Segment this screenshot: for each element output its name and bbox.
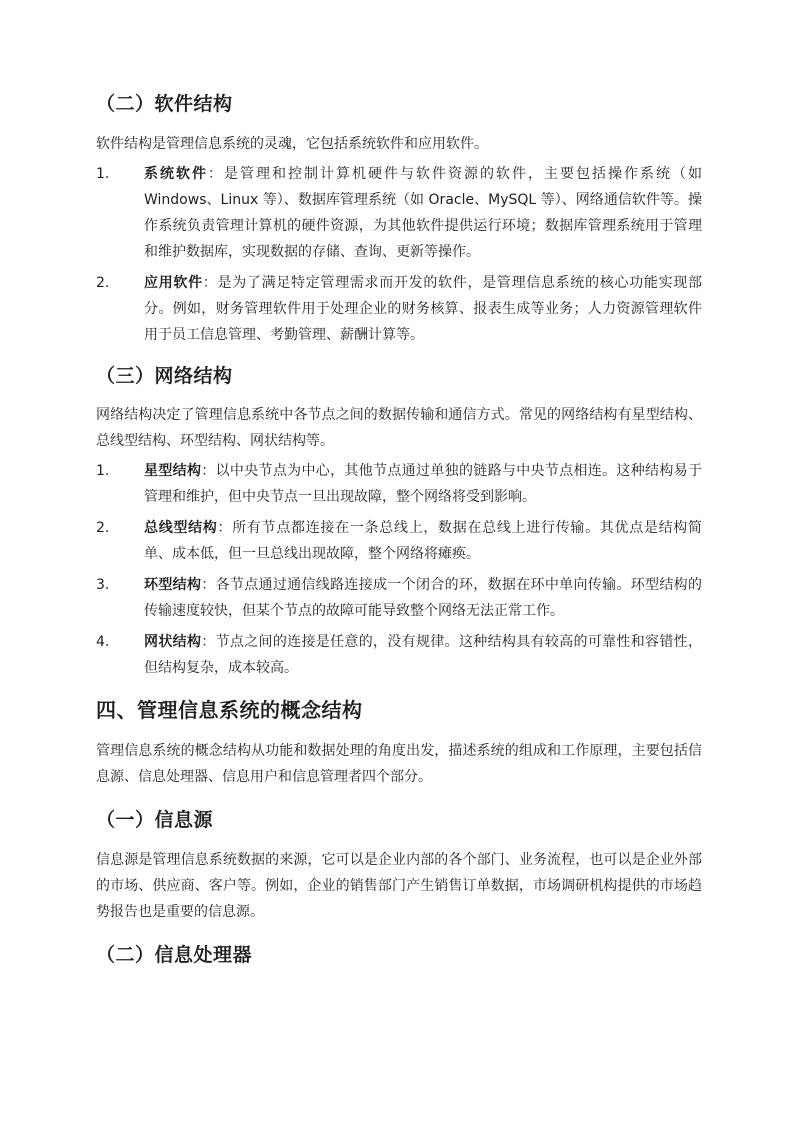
document-page [96, 92, 702, 982]
list-number: 3. [96, 577, 110, 594]
list-term: 星型结构 [144, 463, 202, 480]
paragraph-network-intro: 网络结构决定了管理信息系统中各节点之间的数据传输和通信方式。常见的网络结构有星型结构、总线型结构、环型结构、网状结构等。 [96, 407, 702, 450]
heading-information-source: （一）信息源 [96, 809, 214, 832]
list-software-types [96, 161, 702, 348]
list-item-body [144, 629, 702, 681]
list-item-body [144, 161, 702, 265]
list-term: 环型结构 [144, 577, 202, 594]
list-item-body [144, 515, 702, 567]
list-number: 2. [96, 274, 110, 291]
list-term: 总线型结构 [144, 520, 218, 537]
list-number: 2. [96, 520, 110, 537]
list-item-body [144, 458, 702, 510]
list-term: 网状结构 [144, 634, 202, 651]
list-text: ：所有节点都连接在一条总线上，数据在总线上进行传输。其优点是结构简单、成本低，但一旦总线出现故障，整个网络将瘫痪。 [144, 520, 703, 563]
list-item-body [144, 572, 702, 624]
list-item [96, 515, 702, 567]
list-item-body [144, 270, 702, 348]
list-term: 系统软件 [144, 165, 208, 182]
list-item [96, 458, 702, 510]
list-text: ：以中央节点为中心，其他节点通过单独的链路与中央节点相连。这种结构易于管理和维护，但中央节点一旦出现故障，整个网络将受到影响。 [144, 463, 703, 506]
heading-software-structure: （二）软件结构 [96, 93, 233, 115]
list-item [96, 270, 702, 348]
list-text: ：节点之间的连接是任意的，没有规律。这种结构具有较高的可靠性和容错性，但结构复杂，成本较高。 [144, 634, 703, 677]
list-item [96, 161, 702, 265]
list-text: ：是为了满足特定管理需求而开发的软件，是管理信息系统的核心功能实现部分。例如，财务管理软件用于处理企业的财务核算、报表生成等业务；人力资源管理软件用于员工信息管理、考勤管理、薪酬计算等。 [144, 274, 702, 343]
paragraph-concept-intro: 管理信息系统的概念结构从功能和数据处理的角度出发，描述系统的组成和工作原理，主要包括信息源、信息处理器、信息用户和信息管理者四个部分。 [96, 743, 702, 786]
list-number: 4. [96, 634, 110, 651]
heading-network-structure: （三）网络结构 [96, 364, 233, 387]
list-number: 1. [96, 463, 110, 480]
list-text: ：是管理和控制计算机硬件与软件资源的软件，主要包括操作系统（如 Windows、Linux 等）、数据库管理系统（如 Oracle、MySQL 等）、网络通信软件等。操作系统负责管理计算机的硬件资源，为其他软件提供运行环境；数据库管理系统用于管理和维护数据库，实现数据的存储、查询、更新等操作。 [144, 165, 702, 260]
heading-concept-structure: 四、管理信息系统的概念结构 [96, 698, 363, 723]
paragraph-information-source: 信息源是管理信息系统数据的来源，它可以是企业内部的各个部门、业务流程，也可以是企业外部的市场、供应商、客户等。例如，企业的销售部门产生销售订单数据，市场调研机构提供的市场趋势报告也是重要的信息源。 [96, 852, 702, 921]
paragraph-software-intro: 软件结构是管理信息系统的灵魂，它包括系统软件和应用软件。 [96, 135, 488, 152]
heading-information-processor: （二）信息处理器 [96, 944, 253, 967]
list-network-types [96, 458, 702, 681]
list-text: ：各节点通过通信线路连接成一个闭合的环，数据在环中单向传输。环型结构的传输速度较快，但某个节点的故障可能导致整个网络无法正常工作。 [144, 577, 703, 620]
list-item [96, 572, 702, 624]
list-term: 应用软件 [144, 274, 203, 291]
list-number: 1. [96, 165, 110, 182]
list-item [96, 629, 702, 681]
